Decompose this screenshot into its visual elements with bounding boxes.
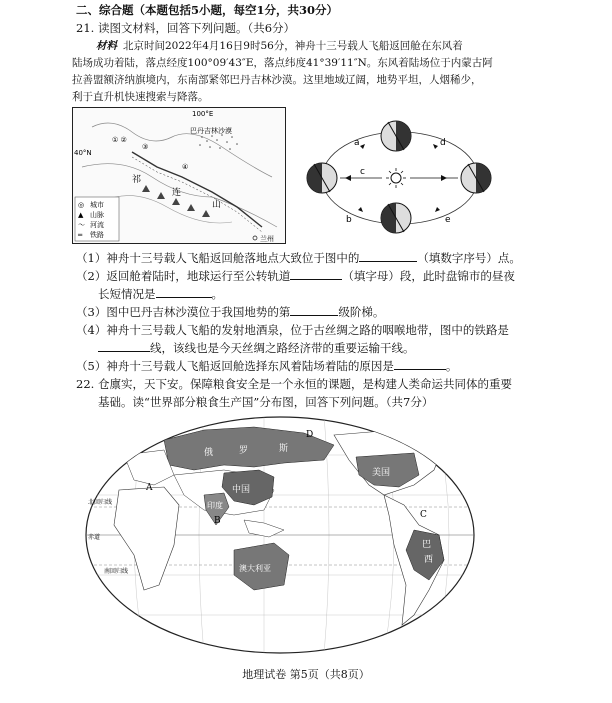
map-label-usa: 美国 xyxy=(372,468,391,478)
svg-text:═: ═ xyxy=(78,231,83,239)
world-map xyxy=(84,415,476,655)
page-footer: 地理试卷 第5页（共8页） xyxy=(242,668,370,681)
earth-left xyxy=(307,163,337,193)
map-point-c: C xyxy=(420,510,427,520)
svg-text:▲: ▲ xyxy=(78,211,84,219)
map-label-india: 印度 xyxy=(207,501,223,510)
map-label-ba: 巴 xyxy=(422,540,432,550)
map-label-e: 俄 xyxy=(204,448,214,458)
map-label-qi: 祁 xyxy=(132,175,142,185)
q21-question-2-cont: 长短情况是 。 xyxy=(98,287,223,301)
map-label-lanzhou: 兰州 xyxy=(260,235,274,243)
map-label-lian: 连 xyxy=(172,188,182,198)
answer-blank-4[interactable] xyxy=(98,340,150,352)
earth-top xyxy=(381,121,411,151)
map-label-shan: 山 xyxy=(212,200,222,210)
answer-blank-3[interactable] xyxy=(290,304,338,316)
map-point-b: B xyxy=(214,516,221,526)
map-label-tropic-cancer: 北回归线 xyxy=(88,499,113,506)
q22-line-1: 22. 仓廪实，天下安。保障粮食安全是一个永恒的课题，是构建人类命运共同体的重要 xyxy=(76,377,512,391)
answer-blank-5[interactable] xyxy=(394,358,446,370)
orbit-label-a: a xyxy=(354,138,360,148)
q21-question-4: （4）神舟十三号载人飞船的发射地酒泉，位于古丝绸之路的咽喉地带，图中的铁路是 xyxy=(76,323,509,337)
map-label-points-1-2: ① ② xyxy=(112,136,127,144)
section-title: 二、综合题（本题包括5小题，每空1分，共30分） xyxy=(76,3,339,17)
svg-text:河流: 河流 xyxy=(90,221,104,229)
orbit-label-b: b xyxy=(346,215,352,225)
map-label-australia: 澳大利亚 xyxy=(239,564,271,573)
orbit-label-c: c xyxy=(360,167,365,177)
orbit-label-d: d xyxy=(440,138,446,148)
material-line-4: 利于直升机快速搜索与降落。 xyxy=(72,91,209,103)
q21-question-4-cont: 线，该线也是今天丝绸之路经济带的重要运输干线。 xyxy=(98,340,415,356)
q21-question-1: （1）神舟十三号载人飞船返回舱落地点大致位于图中的 （填数字序号）点。 xyxy=(76,251,521,265)
map-legend xyxy=(75,197,119,241)
svg-text:◎: ◎ xyxy=(78,201,85,209)
svg-text:铁路: 铁路 xyxy=(90,231,104,239)
svg-text:～: ～ xyxy=(78,221,85,229)
map-label-tropic-capricorn: 南回归线 xyxy=(104,568,129,575)
answer-blank-1[interactable] xyxy=(359,250,417,262)
earth-bottom xyxy=(381,203,411,233)
map-label-xi: 西 xyxy=(424,555,434,565)
svg-text:城市: 城市 xyxy=(90,201,104,209)
material-label: 材料 xyxy=(96,40,117,52)
map-label-desert: 巴丹吉林沙漠 xyxy=(190,127,232,135)
q21-stem: 21. 读图文材料，回答下列问题。（共6分） xyxy=(76,21,296,35)
map-label-point-3: ③ xyxy=(142,143,149,151)
regional-map xyxy=(72,107,286,244)
map-label-longitude: 100°E xyxy=(192,110,214,118)
orbit-label-e: e xyxy=(445,215,451,225)
q21-question-2: （2）返回舱着陆时，地球运行至公转轨道 （填字母）段，此时盘锦市的昼夜 xyxy=(76,269,515,283)
material-line-1: 材料 北京时间2022年4月16日9时56分，神舟十三号载人飞船返回舱在东风着 xyxy=(96,40,463,52)
material-line-3: 拉善盟额济纳旗境内，东南部紧邻巴丹吉林沙漠。这里地域辽阔，地势平坦，人烟稀少， xyxy=(72,74,482,86)
map-label-latitude: 40°N xyxy=(74,149,92,157)
answer-blank-2b[interactable] xyxy=(156,286,212,298)
map-label-luo: 罗 xyxy=(239,446,249,456)
svg-text:山脉: 山脉 xyxy=(90,211,104,219)
map-label-si: 斯 xyxy=(279,444,289,454)
map-point-d: D xyxy=(306,430,314,440)
map-label-point-4: ④ xyxy=(182,163,189,171)
earth-right xyxy=(461,163,491,193)
answer-blank-2a[interactable] xyxy=(290,268,342,280)
q21-question-3: （3）图中巴丹吉林沙漠位于我国地势的第 级阶梯。 xyxy=(76,305,385,319)
q21-question-5: （5）神舟十三号载人飞船返回舱选择东风着陆场着陆的原因是 。 xyxy=(76,359,458,373)
material-line-2: 陆场成功着陆，落点经度100°09′43″E，落点纬度41°39′11″N。东风着陆场位于内蒙古阿 xyxy=(72,57,493,69)
map-label-equator: 赤道 xyxy=(88,534,101,541)
map-label-china: 中国 xyxy=(232,485,251,495)
orbit-diagram xyxy=(300,112,500,242)
map-point-a: A xyxy=(146,483,153,493)
q22-line-2: 基础。读“世界部分粮食生产国”分布图，回答下列问题。（共7分） xyxy=(98,395,434,409)
